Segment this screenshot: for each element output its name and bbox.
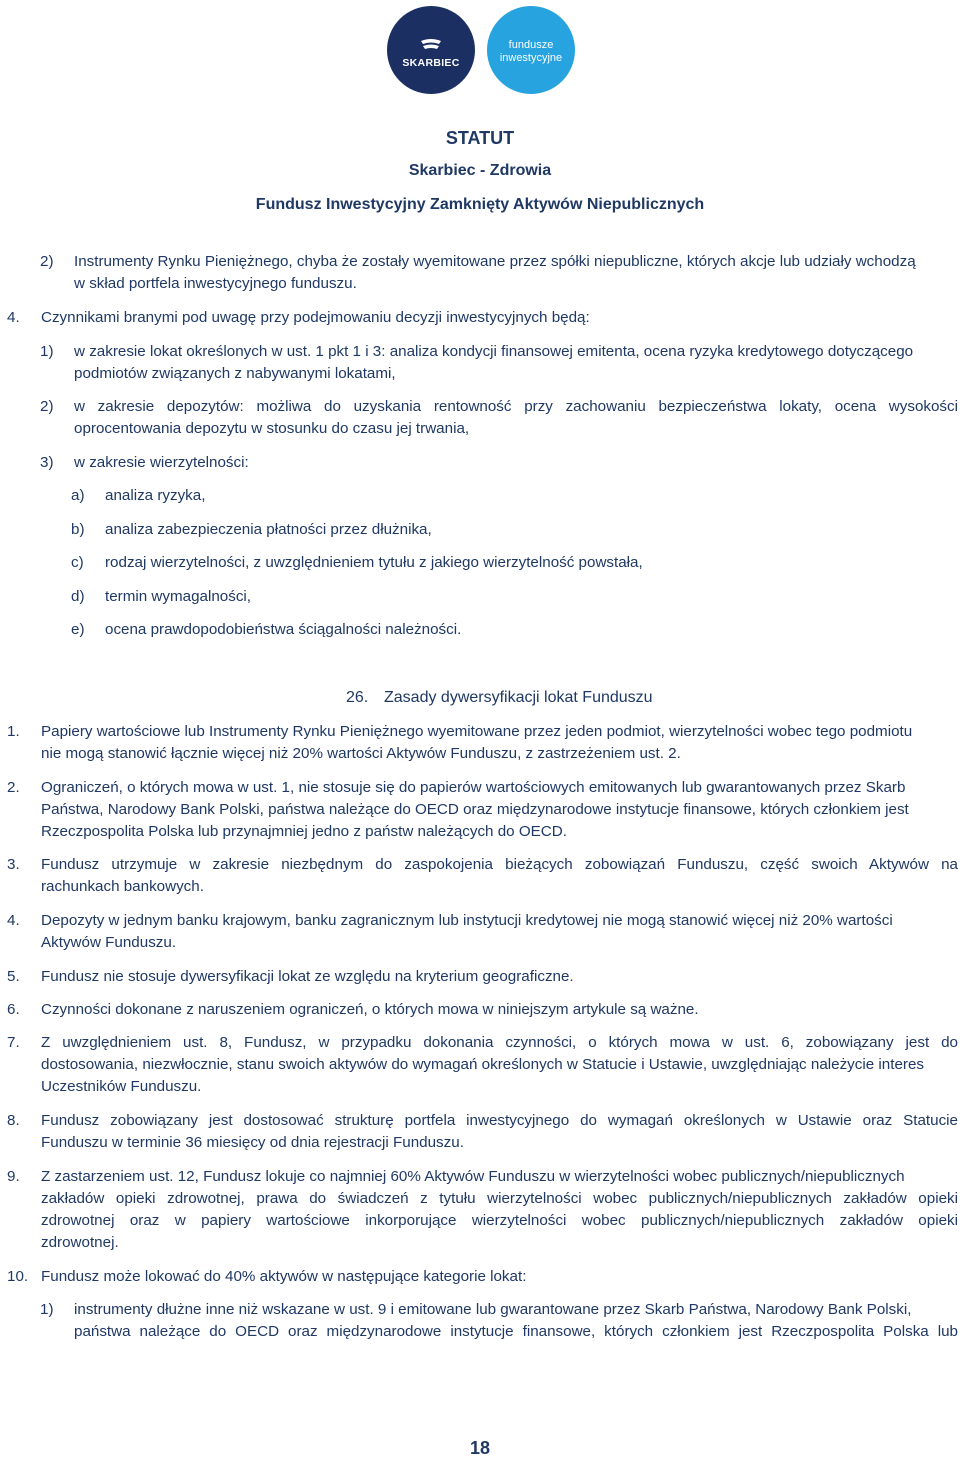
paragraph-line: dostosowania, niezwłocznie, stanu swoich aktywów do wymagań określonych w Statucie i Ustawie, uwzględniając należycie interes: [41, 1056, 924, 1073]
document-title: STATUT: [445, 128, 515, 148]
paragraph-line: zdrowotnej oraz w papiery wartościowe inkorporujące wierzytelności wobec publicznych/niepublicznych zakładów opieki: [41, 1212, 958, 1229]
paragraph-line: w zakresie lokat określonych w ust. 1 pkt 1 i 3: analiza kondycji finansowej emitenta, ocena ryzyka kredytowego dotyczącego: [74, 343, 914, 360]
paragraph-line: państwa należące do OECD oraz międzynarodowe instytucje finansowe, których członkiem jest Rzeczpospolita Polska lub: [74, 1323, 958, 1340]
article-number: 26.: [346, 689, 369, 706]
paragraph-line: Funduszu w terminie 36 miesięcy od dnia rejestracji Funduszu.: [41, 1134, 464, 1151]
paragraph-line: w zakresie depozytów: możliwa do uzyskania rentowność przy zachowaniu bezpieczeństwa lokaty, ocena wysokości: [74, 398, 958, 415]
item-number: 2): [40, 253, 54, 270]
subitem-text: analiza zabezpieczenia płatności przez dłużnika,: [105, 521, 432, 538]
subitem-text: ocena prawdopodobieństwa ściągalności należności.: [105, 621, 462, 638]
subitem-letter: c): [71, 554, 84, 571]
paragraph-line: Fundusz może lokować do 40% aktywów w następujące kategorie lokat:: [41, 1268, 527, 1285]
skarbiec-logo: [387, 6, 475, 94]
paragraph-number: 6.: [7, 1001, 20, 1018]
subitem-letter: a): [71, 487, 85, 504]
subitem-text: termin wymagalności,: [105, 588, 252, 605]
paragraph-number: 1.: [7, 723, 20, 740]
paragraph-line: oprocentowania depozytu w stosunku do czasu jej trwania,: [74, 420, 470, 437]
paragraph-line: Depozyty w jednym banku krajowym, banku zagranicznym lub instytucji kredytowej nie mogą stanowić więcej niż 20% wartości: [41, 912, 893, 929]
skarbiec-logo-text: SKARBIEC: [402, 57, 460, 69]
paragraph-line: Uczestników Funduszu.: [41, 1078, 202, 1095]
paragraph-number: 3.: [7, 856, 20, 873]
skarbiec-mark-icon: [418, 38, 444, 52]
paragraph-line: Czynności dokonane z naruszeniem ograniczeń, o których mowa w niniejszym artykule są ważne.: [41, 1001, 699, 1018]
fund-type: Fundusz Inwestycyjny Zamknięty Aktywów Niepublicznych: [255, 196, 705, 213]
subitem-text: rodzaj wierzytelności, z uwzględnieniem tytułu z jakiego wierzytelność powstała,: [105, 554, 643, 571]
paragraph-line: w zakresie wierzytelności:: [74, 454, 249, 471]
paragraph-number: 9.: [7, 1168, 20, 1185]
paragraph-number: 2.: [7, 779, 20, 796]
paragraph-line: instrumenty dłużne inne niż wskazane w ust. 9 i emitowane lub gwarantowane przez Skarb Państwa, Narodowy Bank Polski,: [74, 1301, 912, 1318]
article-title: Zasady dywersyfikacji lokat Funduszu: [384, 689, 653, 706]
paragraph-line: Państwa, Narodowy Bank Polski, państwa należące do OECD oraz międzynarodowe instytucje finansowe, których członkiem jest: [41, 801, 909, 818]
paragraph-line: Z zastarzeniem ust. 12, Fundusz lokuje co najmniej 60% Aktywów Funduszu w wierzytelności wobec publicznych/niepublicznych: [41, 1168, 905, 1185]
subitem-text: analiza ryzyka,: [105, 487, 206, 504]
item-number: 3): [40, 454, 54, 471]
item-number: 2): [40, 398, 54, 415]
fund-name: Skarbiec - Zdrowia: [408, 162, 552, 179]
paragraph-line: zdrowotnej.: [41, 1234, 119, 1251]
paragraph-line: podmiotów związanych z nabywanymi lokatami,: [74, 365, 396, 382]
paragraph-line: Fundusz utrzymuje w zakresie niezbędnym do zaspokojenia bieżących zobowiązań Funduszu, część swoich Aktywów na: [41, 856, 958, 873]
paragraph-line: zakładów opieki zdrowotnej, prawa do świadczeń z tytułu wierzytelności wobec publicznych/niepublicznych zakładów opieki: [41, 1190, 958, 1207]
paragraph-line: rachunkach bankowych.: [41, 878, 204, 895]
paragraph-line: Instrumenty Rynku Pieniężnego, chyba że zostały wyemitowane przez spółki niepubliczne, których akcje lub udziały wchodzą: [74, 253, 916, 270]
paragraph-number: 4.: [7, 912, 20, 929]
subitem-letter: e): [71, 621, 85, 638]
logo-text-line2: inwestycyjne: [499, 52, 563, 64]
page-number: 18: [469, 1438, 491, 1458]
fundusze-inwestycyjne-logo: [487, 6, 575, 94]
section-number: 4.: [7, 309, 20, 326]
paragraph-line: Aktywów Funduszu.: [41, 934, 177, 951]
paragraph-line: Fundusz zobowiązany jest dostosować strukturę portfela inwestycyjnego do wymagań określonych w Ustawie oraz Statucie: [41, 1112, 958, 1129]
item-number: 1): [40, 1301, 54, 1318]
paragraph-line: Rzeczpospolita Polska lub przynajmniej jedno z państw należących do OECD.: [41, 823, 567, 840]
paragraph-line: Papiery wartościowe lub Instrumenty Rynku Pieniężnego wyemitowane przez jeden podmiot, wierzytelności wobec tego podmiotu: [41, 723, 913, 740]
paragraph-line: Czynnikami branymi pod uwagę przy podejmowaniu decyzji inwestycyjnych będą:: [41, 309, 590, 326]
paragraph-number: 7.: [7, 1034, 20, 1051]
logo-text-line1: fundusze: [508, 39, 554, 51]
item-number: 1): [40, 343, 54, 360]
paragraph-line: w skład portfela inwestycyjnego funduszu.: [74, 275, 357, 292]
subitem-letter: d): [71, 588, 85, 605]
paragraph-line: nie mogą stanowić łącznie więcej niż 20% wartości Aktywów Funduszu, z zastrzeżeniem ust. 2.: [41, 745, 681, 762]
paragraph-number: 5.: [7, 968, 20, 985]
paragraph-number: 10.: [7, 1268, 29, 1285]
paragraph-line: Ograniczeń, o których mowa w ust. 1, nie stosuje się do papierów wartościowych emitowanych lub gwarantowanych przez Skarb: [41, 779, 906, 796]
paragraph-line: Fundusz nie stosuje dywersyfikacji lokat ze względu na kryterium geograficzne.: [41, 968, 574, 985]
paragraph-number: 8.: [7, 1112, 20, 1129]
paragraph-line: Z uwzględnieniem ust. 8, Fundusz, w przypadku dokonania czynności, o których mowa w ust. 6, zobowiązany jest do: [41, 1034, 958, 1051]
subitem-letter: b): [71, 521, 85, 538]
